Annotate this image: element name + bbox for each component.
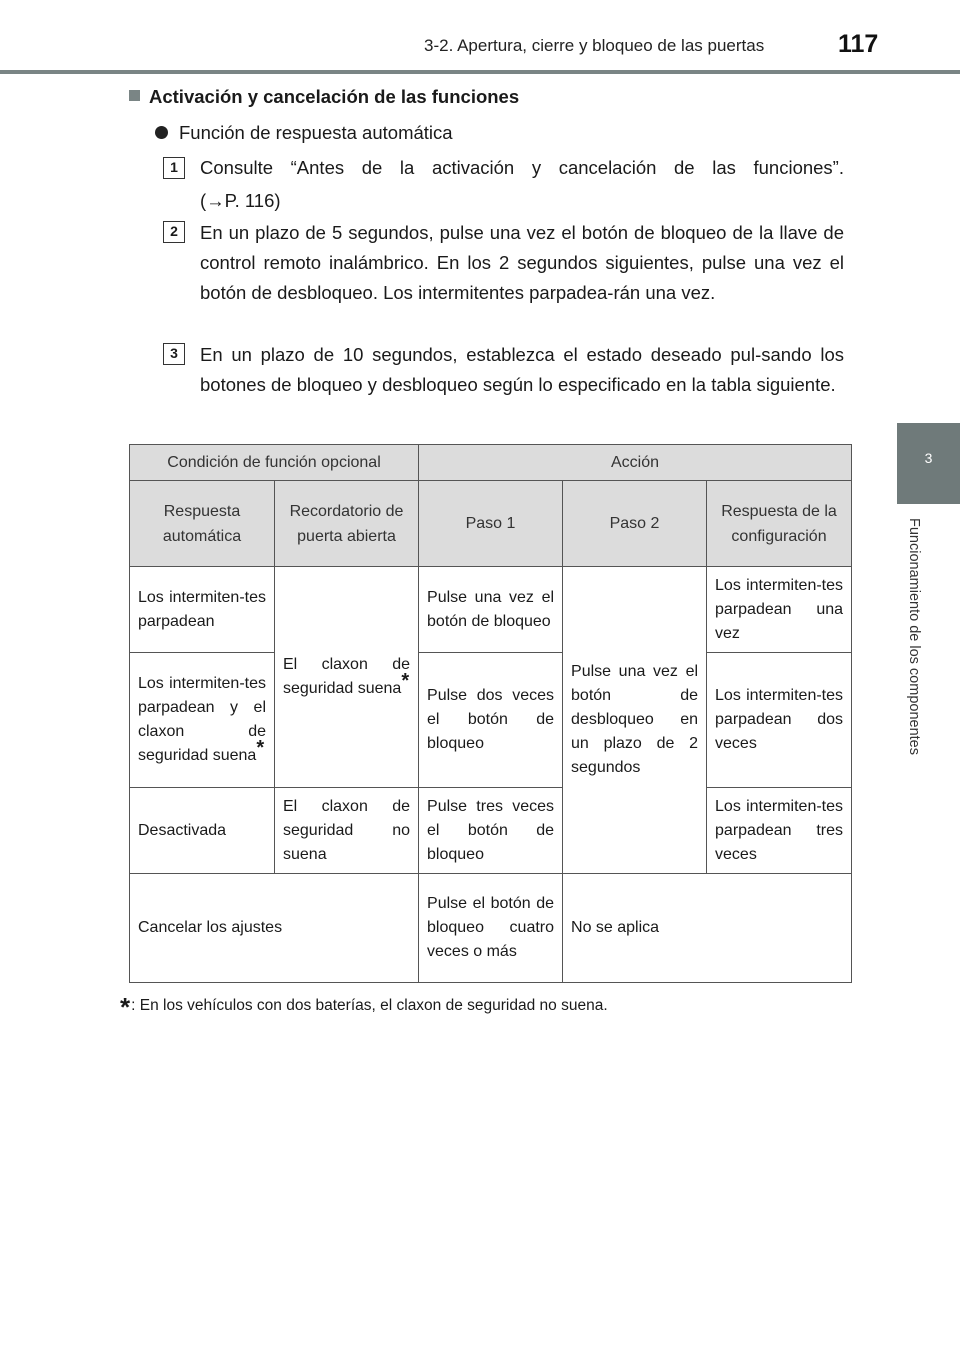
round-bullet-icon <box>155 126 168 139</box>
table-cell: Los intermiten-tes parpadean <box>130 567 275 653</box>
table-cell: Pulse una vez el botón de bloqueo <box>419 567 563 653</box>
table-cell: Pulse tres veces el botón de bloqueo <box>419 788 563 874</box>
table-subheader-row <box>130 481 852 567</box>
table-cell: Cancelar los ajustes <box>130 874 419 983</box>
footnote <box>120 992 608 1023</box>
step-number-3: 3 <box>163 343 185 365</box>
table-cell: El claxon de seguridad suena* <box>275 567 419 788</box>
chapter-label <box>904 518 924 818</box>
step-2-text: En un plazo de 5 segundos, pulse una vez el botón de bloqueo de la llave de control remoto inalámbrico. En los 2 segundos siguientes, pulse una vez el botón de desbloqueo. Los intermitentes parpadea-rán una vez. <box>200 222 844 303</box>
chapter-number: 3 <box>924 450 933 466</box>
subheader-auto-response: Respuesta automática <box>130 481 275 567</box>
step-1-line1: Consulte “Antes de la activación y cancelación de las funciones”. <box>200 157 844 178</box>
header-action: Acción <box>419 445 852 481</box>
header-condition: Condición de función opcional <box>130 445 419 481</box>
footnote-text: : En los vehículos con dos baterías, el claxon de seguridad no suena. <box>131 997 608 1014</box>
chapter-tab <box>897 423 960 504</box>
table-cell: Los intermiten-tes parpadean dos veces <box>707 653 852 788</box>
table-row <box>130 874 852 983</box>
square-bullet-icon <box>129 90 140 101</box>
subsection-title-text: Función de respuesta automática <box>179 122 453 143</box>
table-header-row <box>130 445 852 481</box>
table-cell: Pulse el botón de bloqueo cuatro veces o más <box>419 874 563 983</box>
table-cell: El claxon de seguridad no suena <box>275 788 419 874</box>
header-rule <box>0 70 960 74</box>
step-1-line2: (→P. 116) <box>200 190 281 211</box>
subsection-title <box>155 122 453 144</box>
section-title-text: Activación y cancelación de las funciones <box>149 86 520 107</box>
subheader-config-response: Respuesta de la configuración <box>707 481 852 567</box>
table-row <box>130 788 852 874</box>
page-number: 117 <box>838 30 879 58</box>
table-cell: No se aplica <box>563 874 852 983</box>
step-number-2: 2 <box>163 221 185 243</box>
options-table <box>129 444 852 983</box>
step-1 <box>200 153 844 216</box>
asterisk-marker: * <box>256 737 265 759</box>
table-cell: Pulse dos veces el botón de bloqueo <box>419 653 563 788</box>
table-cell: Desactivada <box>130 788 275 874</box>
step-number-1: 1 <box>163 157 185 179</box>
subheader-step2: Paso 2 <box>563 481 707 567</box>
table-cell: Los intermiten-tes parpadean una vez <box>707 567 852 653</box>
table-row <box>130 567 852 653</box>
subheader-door-reminder: Recordatorio de puerta abierta <box>275 481 419 567</box>
table-cell: Los intermiten-tes parpadean y el claxon de seguridad suena* <box>130 653 275 788</box>
table-cell: Los intermiten-tes parpadean tres veces <box>707 788 852 874</box>
footnote-asterisk: * <box>120 992 131 1022</box>
table-row <box>130 653 852 788</box>
subheader-step1: Paso 1 <box>419 481 563 567</box>
step-3-text: En un plazo de 10 segundos, establezca el estado deseado pul-sando los botones de bloqueo y desbloqueo según lo especificado en la tabla siguiente. <box>200 344 844 395</box>
running-header: 3-2. Apertura, cierre y bloqueo de las puertas <box>424 36 765 55</box>
chapter-label-text: Funcionamiento de los componentes <box>906 518 922 755</box>
section-title <box>129 86 519 108</box>
table-cell: Pulse una vez el botón de desbloqueo en un plazo de 2 segundos <box>563 567 707 874</box>
asterisk-marker: * <box>401 670 410 692</box>
